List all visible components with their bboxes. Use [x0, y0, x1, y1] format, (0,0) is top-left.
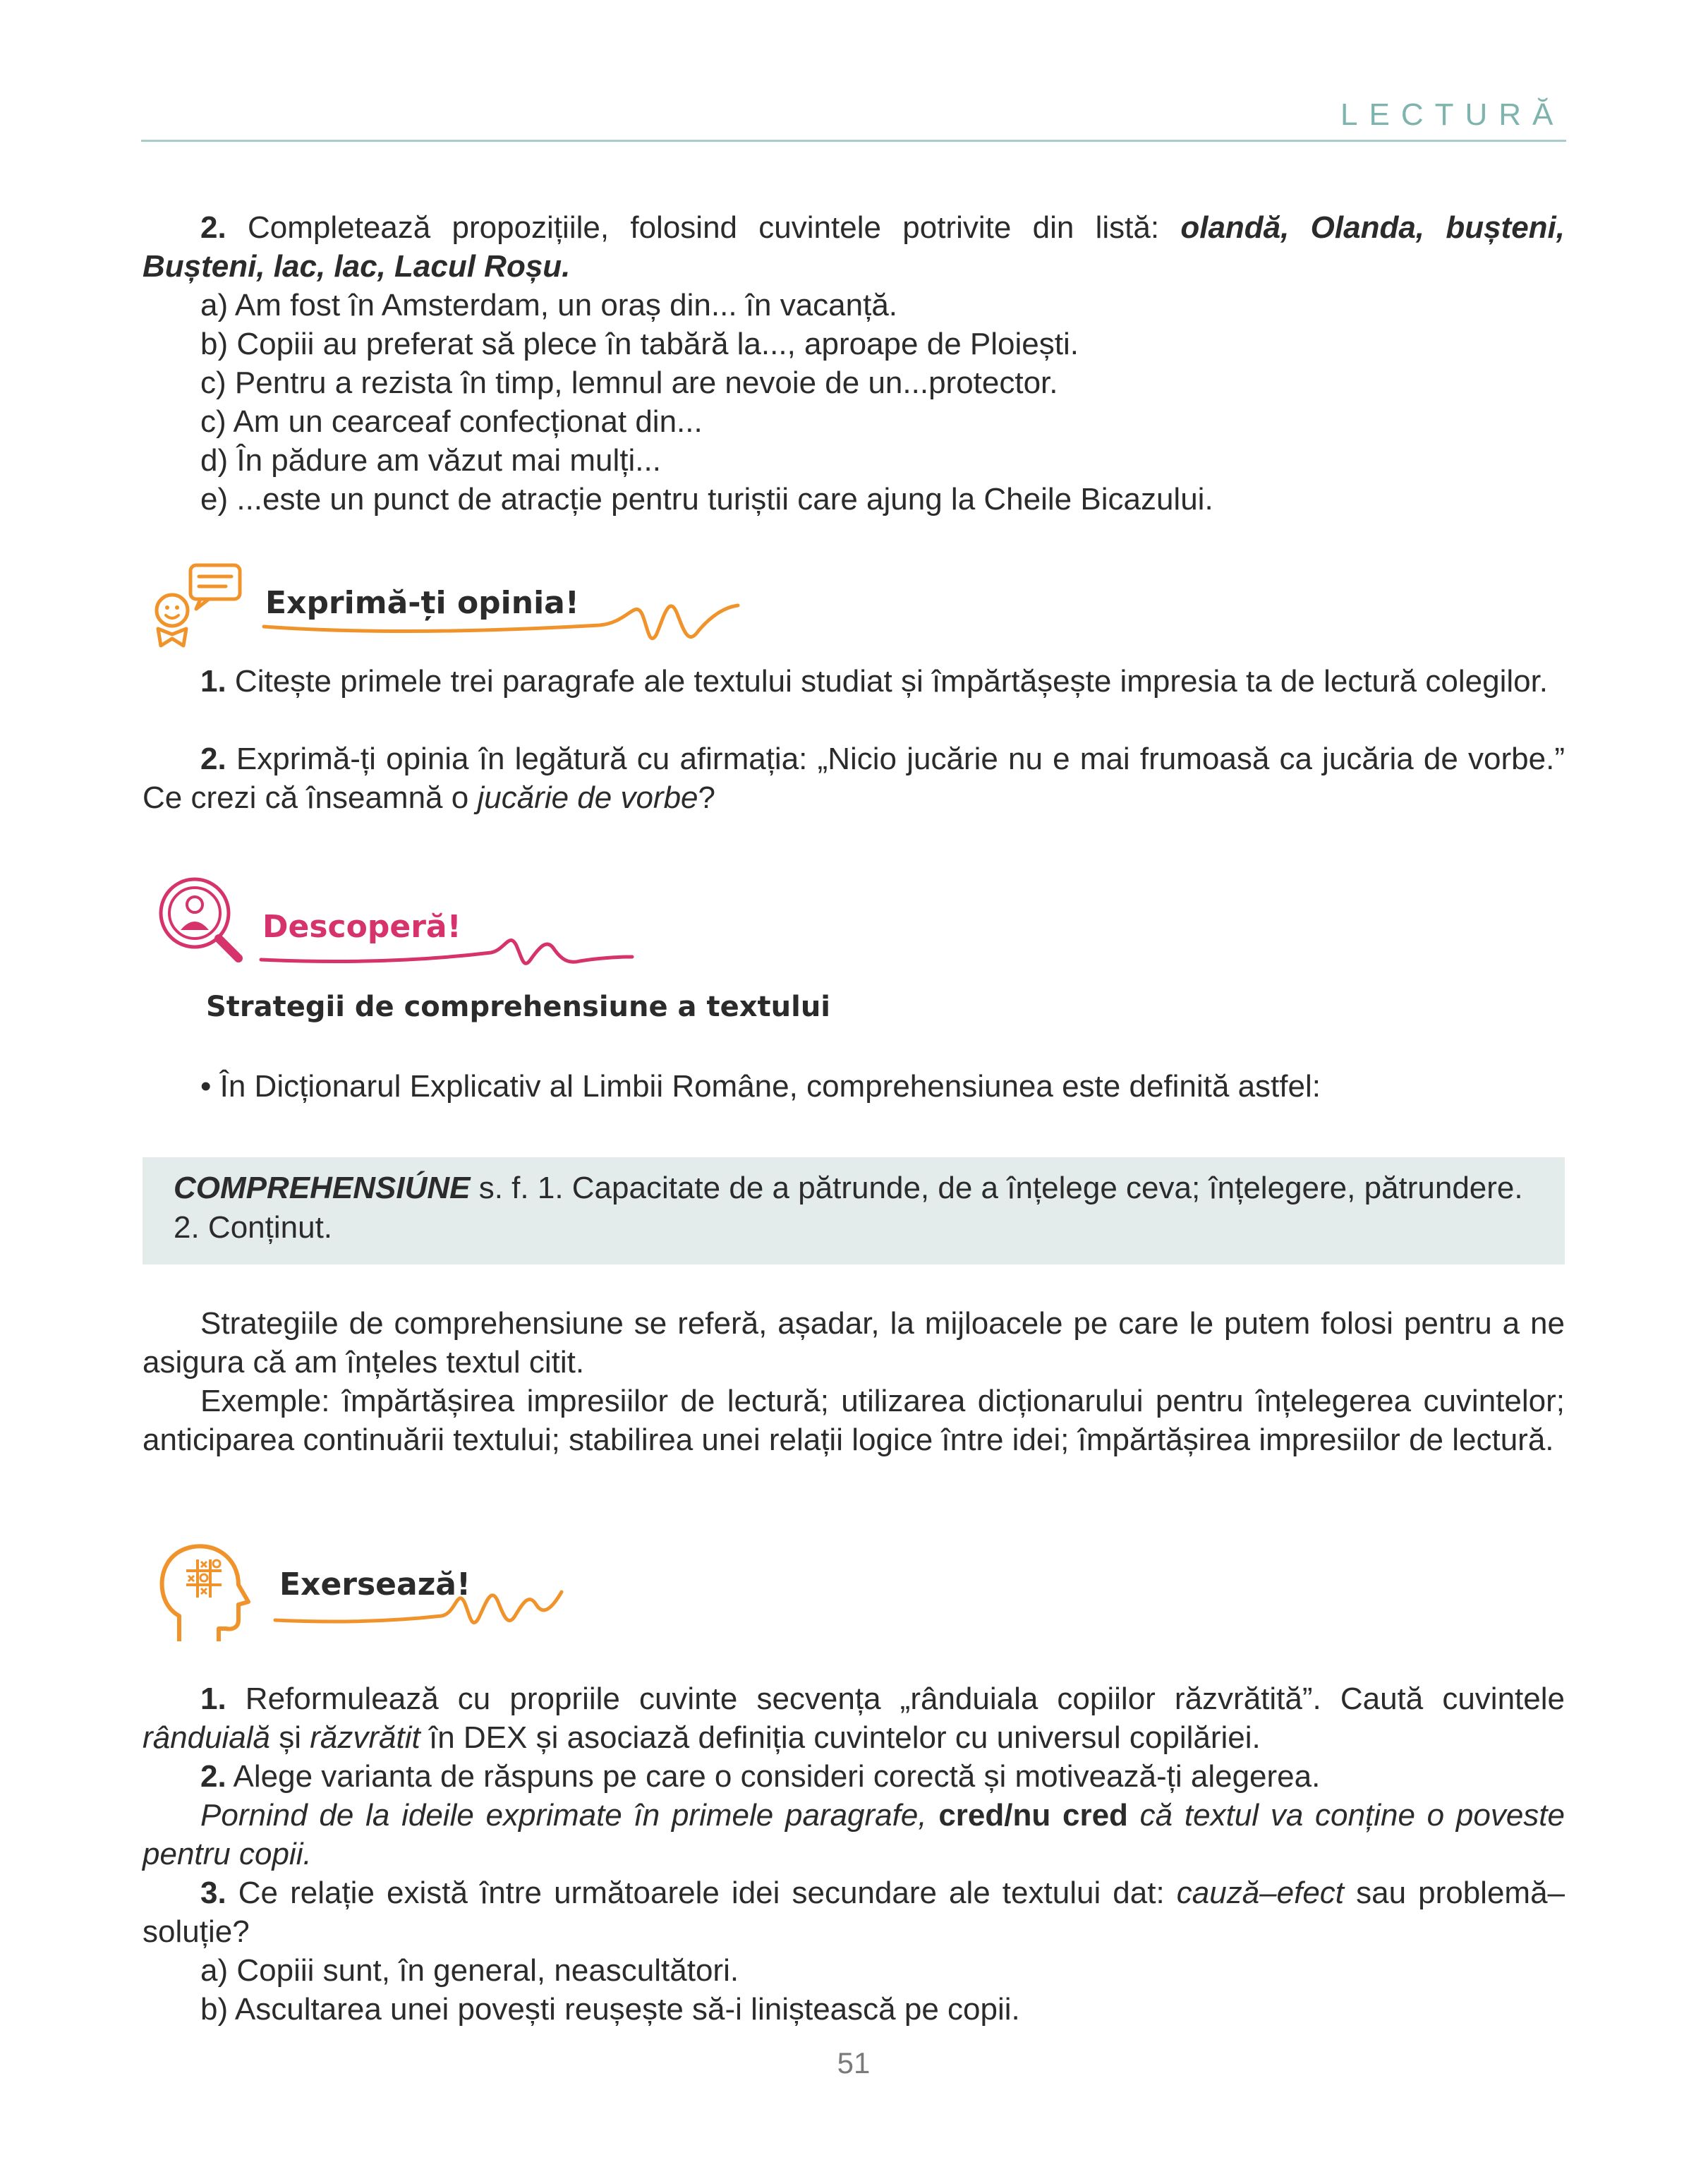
exercise-q3-items [143, 1951, 1565, 2029]
exercise-q1-text-a: Reformulează cu propriile cuvinte secvența „rânduiala copiilor răzvrătită”. Caută cuvintele [226, 1682, 1565, 1716]
exercise-q2-statement-bold: cred/nu cred [938, 1798, 1128, 1833]
exercise-q2-statement-b: că textul va conține o poveste pentru copii. [143, 1798, 1565, 1871]
list-item: a) Copiii sunt, în general, neascultători. [200, 1953, 739, 1988]
exercise-q3-text-b: sau problemă–soluție? [143, 1876, 1565, 1949]
exercise-question-2 [143, 1757, 1565, 1796]
list-item: c) Pentru a rezista în timp, lemnul are nevoie de un...protector. [200, 366, 1058, 400]
list-item: b) Copiii au preferat să plece în tabără la..., aproape de Ploiești. [200, 327, 1079, 361]
exercise-q3-number: 3. [200, 1876, 226, 1910]
speech-bubble-icon [147, 561, 246, 653]
opinion-question-2 [143, 740, 1565, 817]
task-2-instruction [143, 208, 1565, 286]
exercise-underline-decoration [272, 1574, 569, 1644]
discover-paragraph-1: Strategiile de comprehensiune se referă, așadar, la mijloacele pe care le putem folosi pentru a ne asigura că am înțeles textul citit. [143, 1306, 1565, 1380]
section-title-opinion: Exprimă-ți opinia! [265, 585, 579, 621]
task-2-number: 2. [200, 210, 226, 245]
list-item: b) Ascultarea unei povești reușește să-i liniștească pe copii. [200, 1992, 1020, 2027]
exercise-q1-number: 1. [200, 1682, 226, 1716]
exercise-q1-text-c: în DEX și asociază definiția cuvintelor cu universul copilăriei. [420, 1720, 1261, 1755]
task-2-word-list: olandă, Olanda, bușteni, Bușteni, lac, lac, Lacul Roșu. [143, 210, 1565, 284]
exercise-q1-italic-2: răzvrătit [310, 1720, 420, 1755]
head-tic-tac-toe-icon [151, 1538, 257, 1644]
task-2-items [143, 286, 1565, 519]
magnifier-person-icon [152, 874, 251, 965]
exercise-q2-statement-a: Pornind de la ideile exprimate în primele paragrafe, [200, 1798, 939, 1833]
discover-underline-decoration [258, 917, 639, 981]
exercise-q2-text: Alege varianta de răspuns pe care o consideri corectă și motivează-ți alegerea. [226, 1759, 1321, 1794]
opinion-q2-number: 2. [200, 742, 226, 776]
list-item: a) Am fost în Amsterdam, un oraș din... în vacanță. [200, 288, 898, 322]
exercise-q1-italic-1: rânduială [143, 1720, 271, 1755]
section-title-exercise: Exersează! [279, 1567, 471, 1602]
exercise-question-2-statement [143, 1796, 1565, 1873]
list-item: e) ...este un punct de atracție pentru turiștii care ajung la Cheile Bicazului. [200, 482, 1213, 517]
opinion-q1-text: Citește primele trei paragrafe ale textului studiat și împărtășește impresia ta de lectură colegilor. [226, 664, 1549, 699]
opinion-q2-text-a: Exprimă-ți opinia în legătură cu afirmația: „Nicio jucărie nu e mai frumoasă ca jucăria de vorbe.” Ce crezi că înseamnă o [143, 742, 1565, 815]
definition-headword: COMPREHENSIÚNE [174, 1171, 471, 1205]
header-rule [141, 140, 1566, 142]
list-item: c) Am un cearceaf confecționat din... [200, 404, 703, 439]
task-2-text: Completează propozițiile, folosind cuvintele potrivite din listă: [226, 210, 1181, 245]
list-item: d) În pădure am văzut mai mulți... [200, 443, 661, 478]
opinion-question-1 [143, 662, 1565, 701]
discover-bullet: • În Dicționarul Explicativ al Limbii Române, comprehensiunea este definită astfel: [200, 1069, 1321, 1104]
opinion-underline-decoration [261, 586, 748, 656]
exercise-q3-italic: cauză–efect [1176, 1876, 1345, 1910]
exercise-q1-text-b: și [270, 1720, 310, 1755]
definition-box [143, 1157, 1565, 1264]
discover-subtitle: Strategii de comprehensiune a textului [206, 991, 830, 1023]
opinion-q2-italic: jucărie de vorbe [477, 780, 698, 815]
opinion-q2-text-b: ? [698, 780, 716, 815]
section-title-discover: Descoperă! [262, 909, 461, 945]
opinion-q1-number: 1. [200, 664, 226, 699]
exercise-question-3 [143, 1873, 1565, 1951]
page-number: 51 [837, 2046, 871, 2080]
discover-paragraph-2: Exemple: împărtășirea impresiilor de lectură; utilizarea dicționarului pentru înțelegerea cuvintelor; anticiparea continuării textului; stabilirea unei relații logice între idei; împărtășirea impresiilor de lectură. [143, 1384, 1565, 1457]
definition-text: s. f. 1. Capacitate de a pătrunde, de a înțelege ceva; înțelegere, pătrundere. 2. Conținut. [174, 1171, 1523, 1245]
exercise-q2-number: 2. [200, 1759, 226, 1794]
exercise-q3-text-a: Ce relație există între următoarele idei secundare ale textului dat: [226, 1876, 1177, 1910]
exercise-question-1 [143, 1679, 1565, 1757]
running-head: LECTURĂ [1340, 97, 1565, 132]
